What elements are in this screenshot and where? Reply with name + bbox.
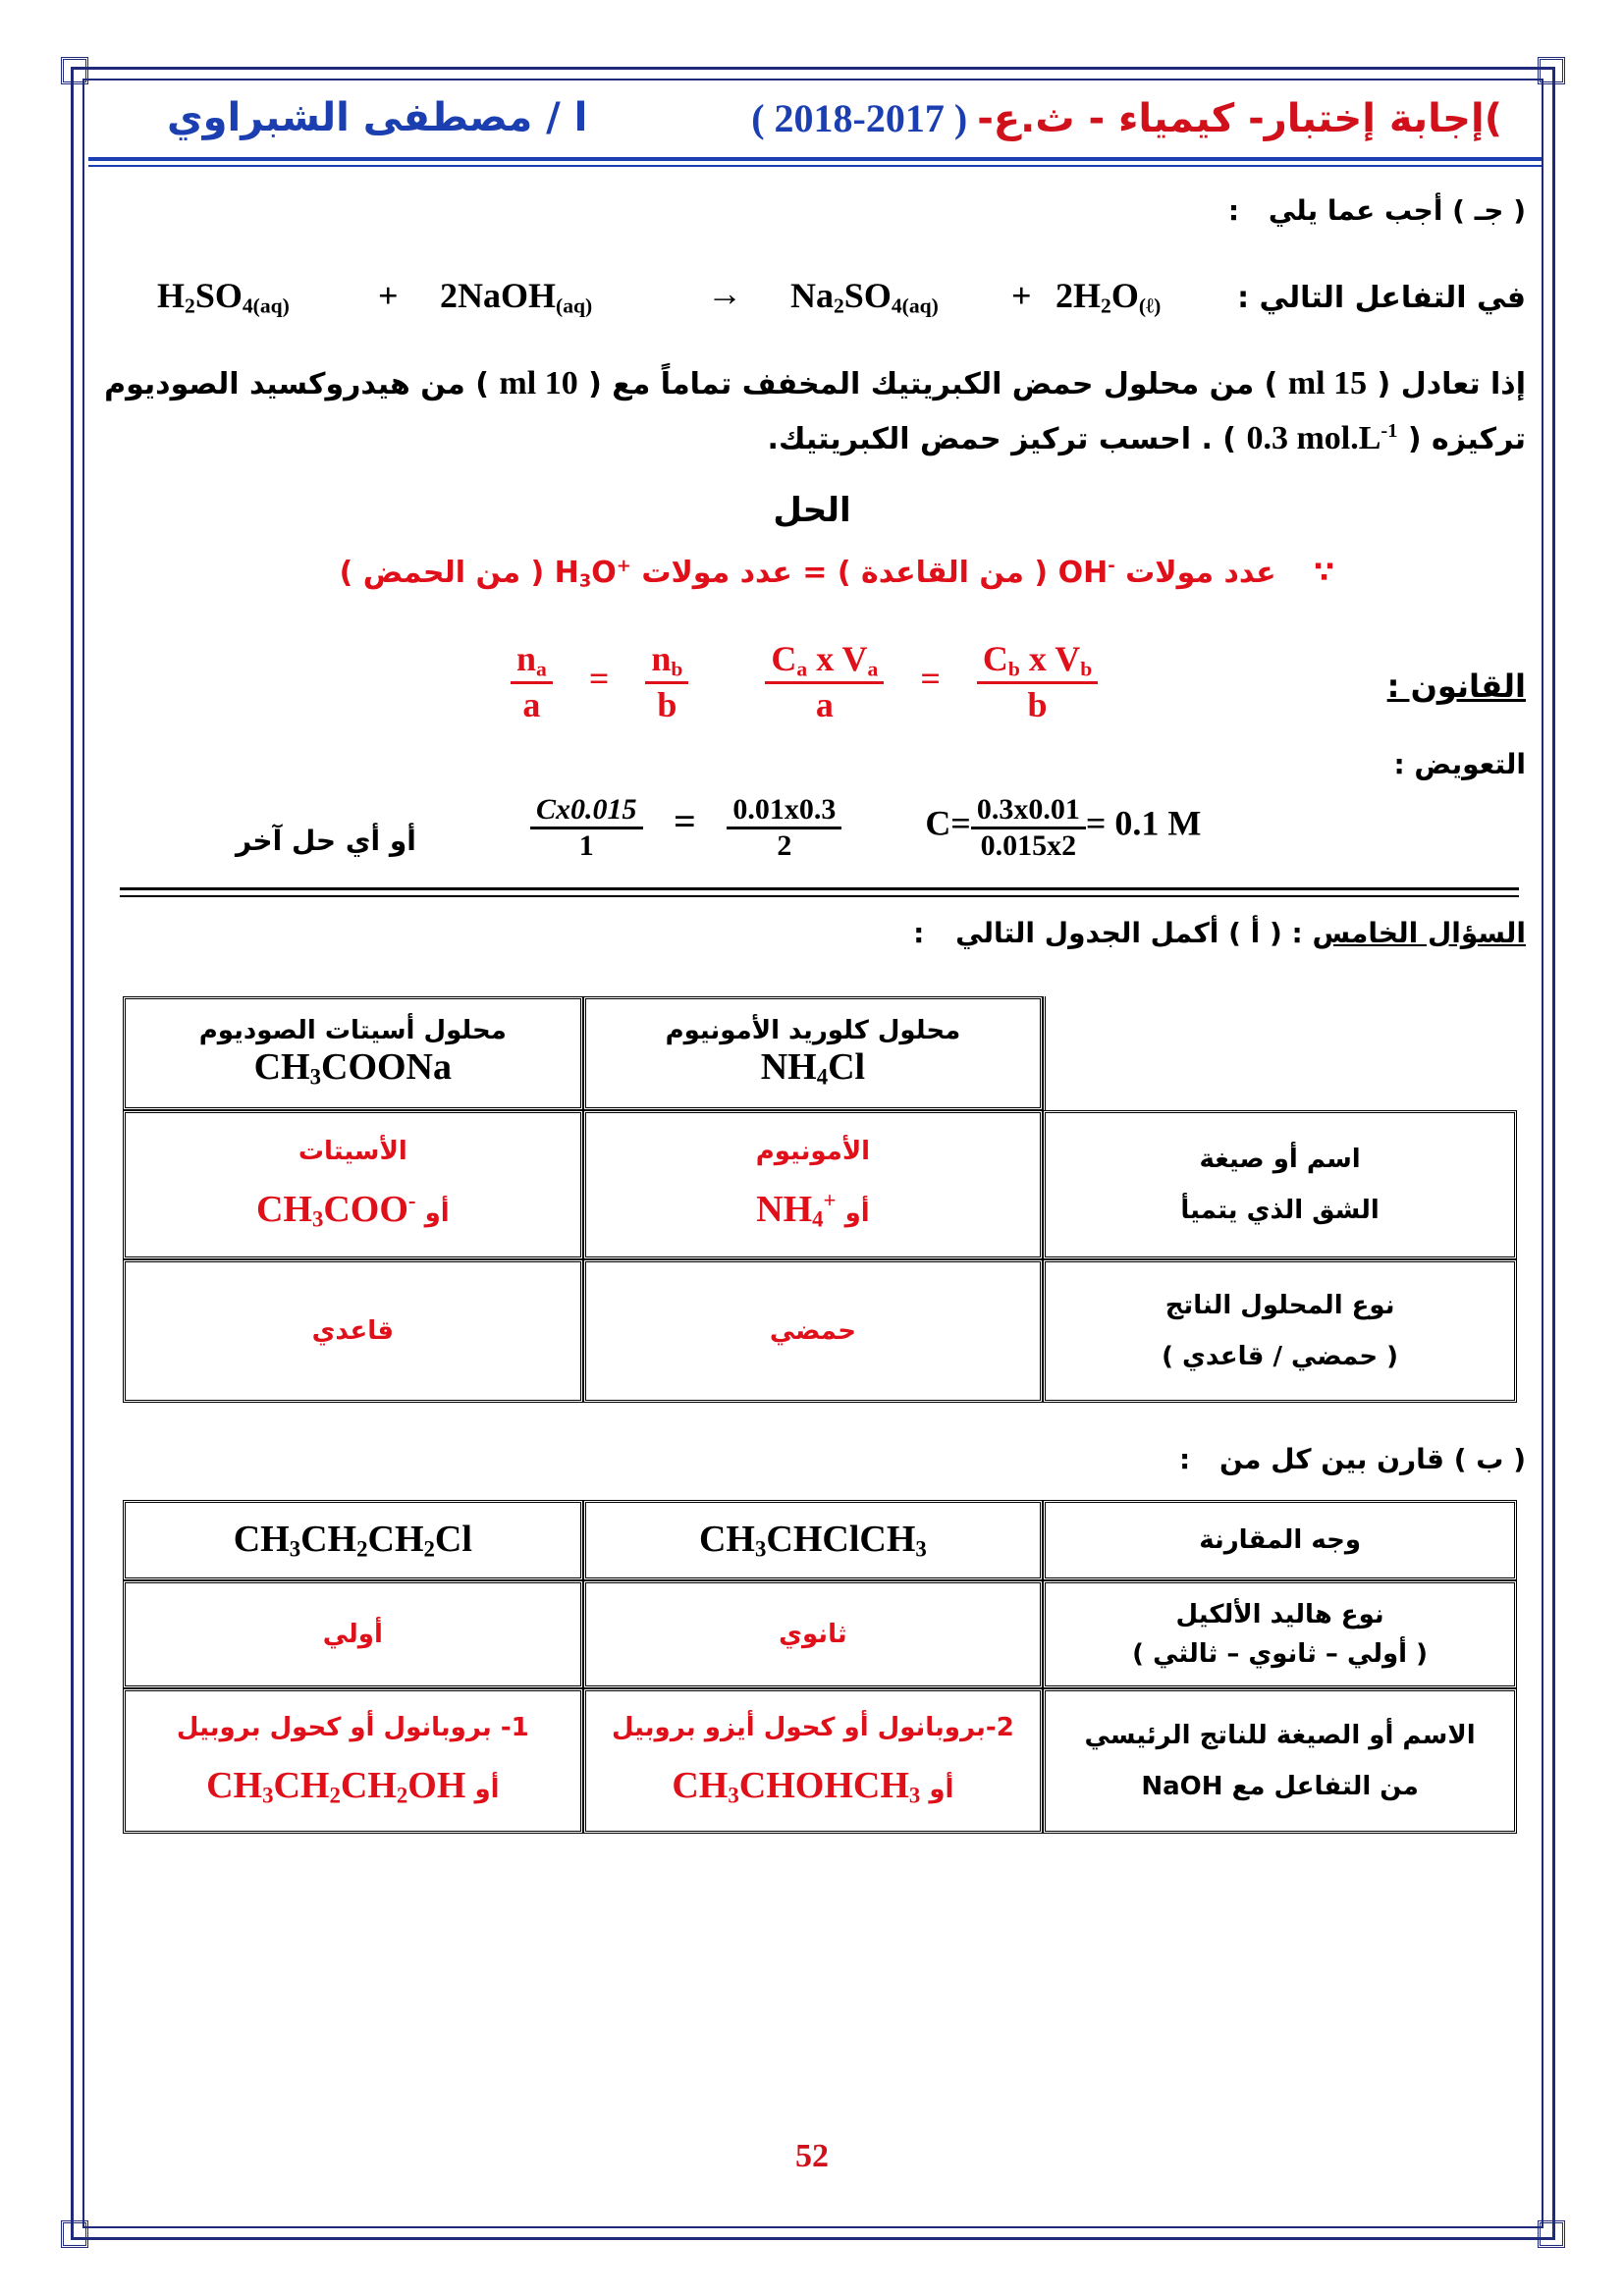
law-label: القانون : — [1386, 667, 1526, 705]
header-rule — [88, 157, 1542, 161]
reaction-arrow: → — [707, 274, 742, 313]
q5-heading: السؤال الخامس : ( أ ) أكمل الجدول التالي : — [913, 917, 1526, 949]
reactant-naoh: 2NaOH$_{(aq)}$ — [440, 276, 593, 318]
alt-solution-note: أو أي حل آخر — [236, 825, 416, 857]
corner-ornament — [61, 2220, 88, 2248]
col-sodium-acetate: محلول أسيتات الصوديوم $CH_3COONa$ — [123, 996, 583, 1110]
cell-1-propanol: 1- بروبانول أو كحول بروبيل أو $CH_3CH_2CH_2OH$ — [123, 1688, 583, 1834]
product-na2so4: $Na_2SO_{4(aq)}$ — [790, 276, 939, 318]
header-title-prefix: إجابة إختبار- كيمياء - — [1074, 96, 1485, 141]
fraction-c-0015: $\frac{Cx0.015}{1}$ — [530, 793, 643, 863]
header-title: )إجابة إختبار- كيمياء - ث.ع- ( 2017-2018 ) — [751, 96, 1502, 141]
head-2-chloropropane: $CH_3CHClCH_3$ — [583, 1500, 1044, 1580]
reaction-intro: في التفاعل التالي : — [1237, 281, 1526, 315]
header-author: ا / مصطفى الشبراوي — [167, 95, 588, 140]
section-divider — [120, 887, 1519, 890]
corner-ornament — [1538, 2220, 1565, 2248]
cell-basic: قاعدي — [123, 1259, 583, 1403]
empty-corner-cell — [1043, 996, 1517, 1110]
head-comparison: وجه المقارنة — [1043, 1500, 1517, 1580]
corner-ornament — [61, 57, 88, 84]
cell-2-propanol: 2-بروبانول أو كحول أيزو بروبيل أو $CH_3CHOHCH_3$ — [583, 1688, 1044, 1834]
since-statement: ∵ عدد مولات OH- ( من القاعدة ) = عدد مولات $H_3O^+$ ( من الحمض ) — [339, 556, 1334, 592]
reactant-h2so4: $H_2SO_{4(aq)}$ — [157, 276, 290, 318]
substitution-label: التعويض : — [1393, 748, 1526, 780]
fraction-nb-b: $\frac{n_b}{b}$ — [645, 638, 688, 725]
substitution-calc: $\frac{Cx0.015}{1}$ = $\frac{0.01x0.3}{2}$ C= $\frac{0.3x0.01}{0.015x2}$ = 0.1 M — [530, 793, 1201, 863]
problem-line-1: إذا تعادل ( 15 ml ) من محلول حمض الكبريتيك المخفف تماماً مع ( 10 ml ) من هيدروكسيد الصوديوم — [104, 365, 1526, 401]
q5b-heading: ( ب ) قارن بين كل من : — [1179, 1443, 1526, 1475]
cell-acidic: حمضي — [583, 1259, 1044, 1403]
cell-ammonium-ion: الأمونيوم أو $NH_4^+$ — [583, 1110, 1044, 1259]
law-formula: $\frac{n_a}{a}$ = $\frac{n_b}{b}$ $\frac{C_a x V_a}{a}$ = $\frac{C_b x V_b}{b}$ — [511, 638, 1098, 725]
reaction-equation — [157, 275, 290, 318]
fraction-na-a: $\frac{n_a}{a}$ — [511, 638, 553, 725]
fraction-result: $\frac{0.3x0.01}{0.015x2}$ — [971, 793, 1086, 863]
plus-sign: + — [1011, 276, 1032, 315]
fraction-cava-a: $\frac{C_a x V_a}{a}$ — [765, 638, 884, 725]
cell-acetate-ion: الأسيتات أو $CH_3COO^-$ — [123, 1110, 583, 1259]
corner-ornament — [1538, 57, 1565, 84]
row-label-halide-type: نوع هاليد الألكيل ( أولي – ثانوي – ثالثي ) — [1043, 1580, 1517, 1688]
page-number: 52 — [795, 2138, 829, 2174]
q5b-table — [123, 1500, 1517, 1834]
fraction-cbvb-b: $\frac{C_b x V_b}{b}$ — [977, 638, 1098, 725]
cell-primary: أولي — [123, 1580, 583, 1688]
plus-sign: + — [378, 276, 399, 315]
header-year: ( 2017-2018 ) — [751, 96, 978, 140]
row-label-solution-type: نوع المحلول الناتج ( حمضي / قاعدي ) — [1043, 1259, 1517, 1403]
solution-heading: الحل — [773, 491, 851, 530]
cell-secondary: ثانوي — [583, 1580, 1044, 1688]
header-grade: ث.ع- — [977, 96, 1075, 141]
fraction-001-03: $\frac{0.01x0.3}{2}$ — [727, 793, 841, 863]
page-header — [128, 83, 1522, 162]
question-c-label: ( جـ ) أجب عما يلي : — [1227, 194, 1526, 227]
problem-line-2: تركيزه ( 0.3 $mol.L^{-1}$ ) . احسب تركيز حمض الكبريتيك. — [767, 420, 1526, 457]
header-rule-thin — [88, 165, 1542, 167]
section-divider-thin — [120, 895, 1519, 897]
col-ammonium-chloride: محلول كلوريد الأمونيوم $NH_4Cl$ — [583, 996, 1044, 1110]
head-1-chloropropane: $CH_3CH_2CH_2Cl$ — [123, 1500, 583, 1580]
row-label-hydrolyzed-ion: اسم أو صيغة الشق الذي يتميأ — [1043, 1110, 1517, 1259]
product-h2o: $2H_2O_{(\ell)}$ — [1056, 276, 1162, 318]
q5a-table — [123, 996, 1517, 1403]
row-label-main-product: الاسم أو الصيغة للناتج الرئيسي من التفاعل مع NaOH — [1043, 1688, 1517, 1834]
